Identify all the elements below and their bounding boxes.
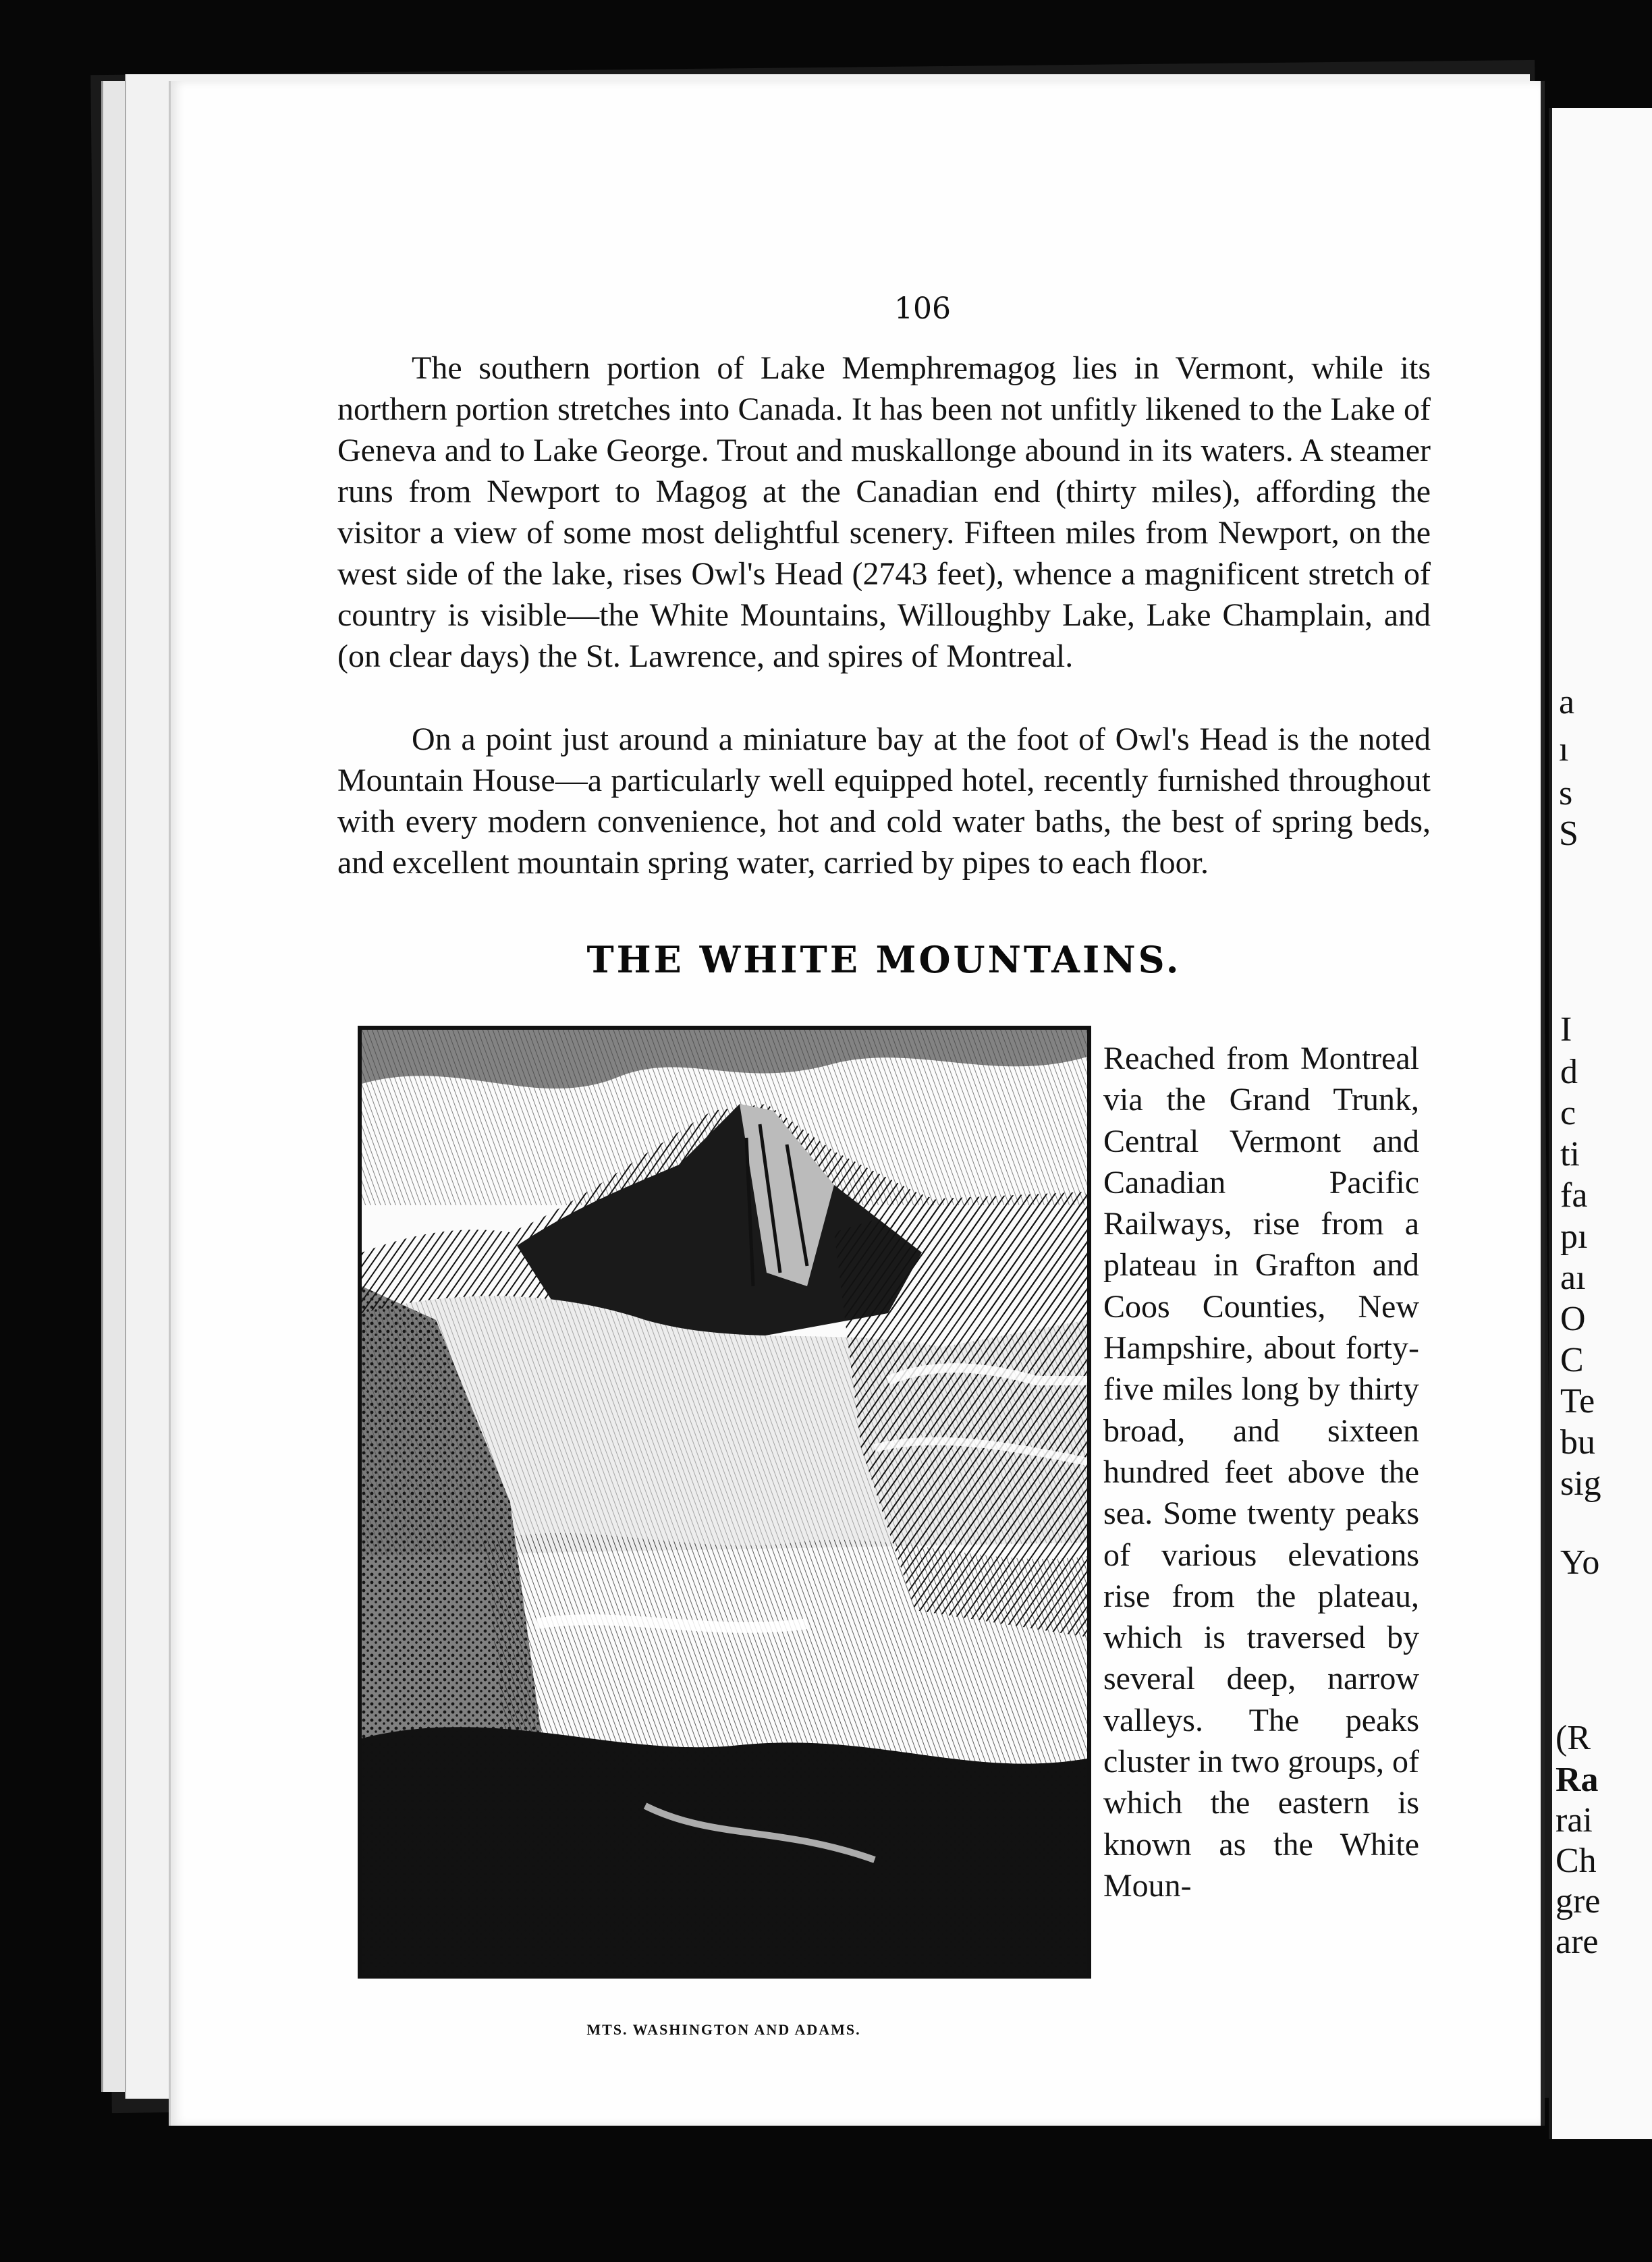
- facing-page-fragment: ı: [1559, 730, 1569, 769]
- body-paragraph: On a point just around a miniature bay at the foot of Owl's Head is the noted Mountain House—a particularly well equipped hotel, recently furnished throughout with every modern convenience, hot and cold water baths, the best of spring beds, and excellent mountain spring water, carried by pipes to each floor.: [337, 721, 1431, 881]
- facing-page-fragment: s: [1559, 774, 1573, 812]
- facing-page-fragment: fa: [1560, 1176, 1588, 1215]
- mountain-engraving: [358, 1026, 1091, 1979]
- illustration-caption: MTS. WASHINGTON AND ADAMS.: [586, 2021, 861, 2038]
- facing-page-fragment: C: [1560, 1341, 1584, 1379]
- facing-page-fragment: O: [1560, 1300, 1586, 1338]
- mountain-engraving-drawing: [362, 1030, 1087, 1975]
- facing-page-fragment: Ra: [1555, 1761, 1599, 1799]
- facing-page-fragment: a: [1559, 683, 1575, 721]
- facing-page-fragment: rai: [1555, 1801, 1593, 1840]
- facing-page-fragment: (R: [1555, 1719, 1591, 1757]
- facing-page-fragment: d: [1560, 1053, 1578, 1091]
- facing-page-fragment: aı: [1560, 1259, 1586, 1297]
- side-column-text: Reached from Montreal via the Grand Trunk, Central Vermont and Canadian Pacific Railways, rise from a plateau in Grafton and Coos Counties, New Hampshire, about forty-five miles long by thirty broad, and sixteen hundred feet above the sea. Some twenty peaks of various elevations rise from the plateau, which is traversed by several deep, narrow valleys. The peaks cluster in two groups, of which the eastern is known as the White Moun-: [1103, 1041, 1419, 1904]
- facing-page-fragment: pı: [1560, 1217, 1588, 1256]
- facing-page-fragment: gre: [1555, 1882, 1601, 1921]
- facing-page-fragment: Yo: [1560, 1543, 1600, 1582]
- facing-page: [1549, 108, 1652, 2139]
- facing-page-fragment: c: [1560, 1094, 1576, 1132]
- section-heading: THE WHITE MOUNTAINS.: [586, 938, 1182, 981]
- facing-page-fragment: Ch: [1555, 1842, 1597, 1880]
- facing-page-fragment: sig: [1560, 1464, 1601, 1503]
- facing-page-fragment: ti: [1560, 1135, 1580, 1174]
- facing-page-fragment: S: [1559, 815, 1578, 853]
- facing-page-fragment: are: [1555, 1923, 1599, 1961]
- facing-page-fragment: Te: [1560, 1382, 1595, 1420]
- page-number: 106: [894, 292, 951, 326]
- facing-page-fragment: bu: [1560, 1423, 1595, 1462]
- facing-page-fragment: I: [1560, 1010, 1572, 1049]
- body-paragraph: The southern portion of Lake Memphremagog lies in Vermont, while its northern portion stretches into Canada. It has been not unfitly likened to the Lake of Geneva and to Lake George. Trout and muskallonge abound in its waters. A steamer runs from Newport to Magog at the Canadian end (thirty miles), affording the visitor a view of some most delightful scenery. Fifteen miles from Newport, on the west side of the lake, rises Owl's Head (2743 feet), whence a magnificent stretch of country is visible—the White Mountains, Willoughby Lake, Lake Champlain, and (on clear days) the St. Lawrence, and spires of Montreal.: [337, 350, 1431, 674]
